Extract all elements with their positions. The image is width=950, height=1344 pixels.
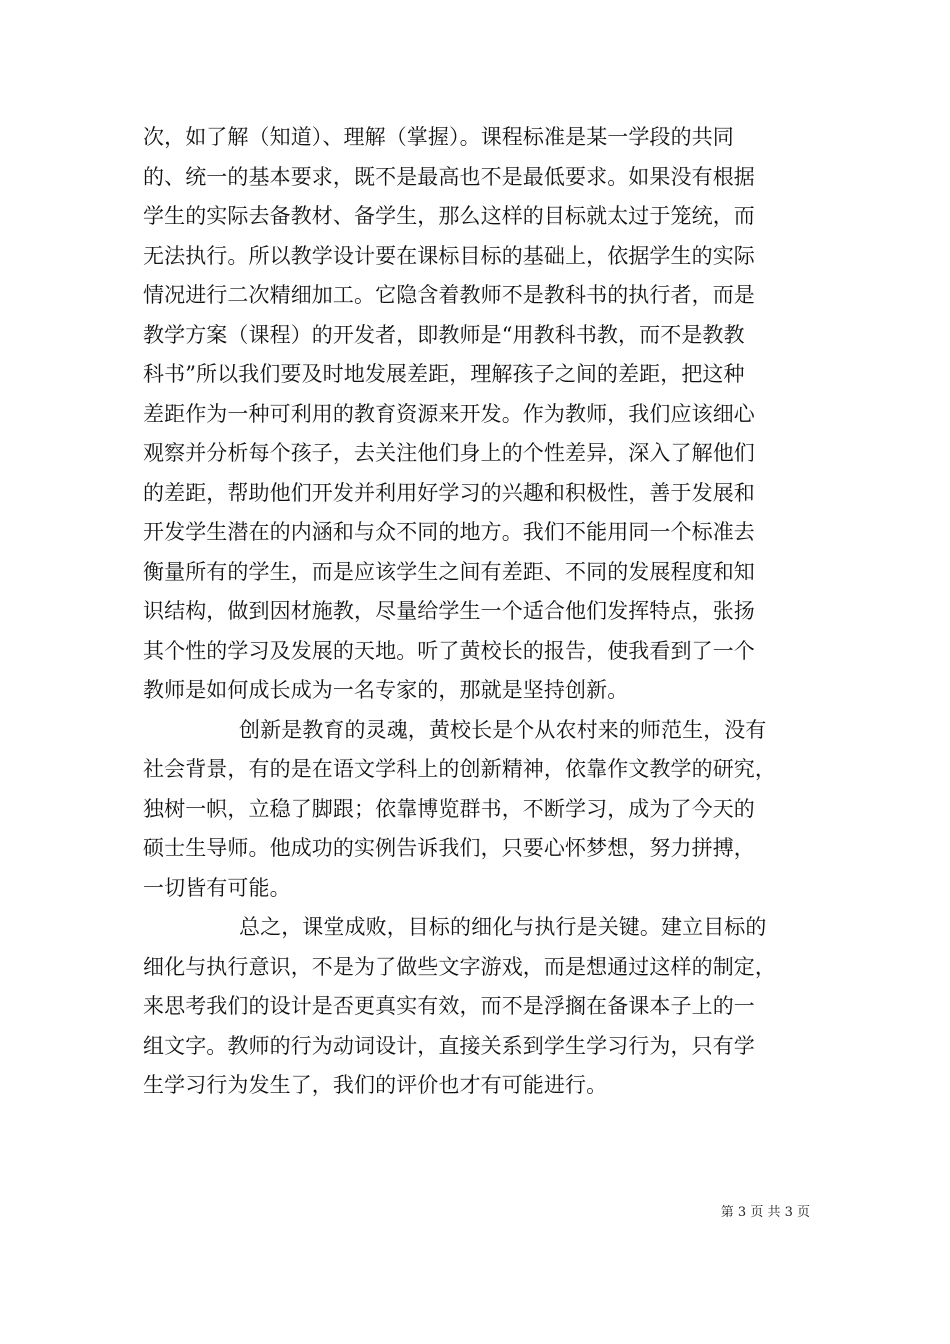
text-line: 的差距，帮助他们开发并利用好学习的兴趣和积极性，善于发展和 [143, 480, 755, 505]
text-line: 独树一帜，立稳了脚跟；依靠博览群书，不断学习，成为了今天的 [143, 796, 755, 821]
text-line: 来思考我们的设计是否更真实有效，而不是浮搁在备课本子上的一 [143, 994, 755, 1018]
text-line: 无法执行。所以教学设计要在课标目标的基础上，依据学生的实际 [143, 243, 755, 268]
paragraph [143, 908, 815, 1106]
text-line: 教师是如何成长成为一名专家的，那就是坚持创新。 [143, 678, 629, 702]
text-line: 差距作为一种可利用的教育资源来开发。作为教师，我们应该细心 [143, 401, 755, 426]
text-line: 学生的实际去备教材、备学生，那么这样的目标就太过于笼统，而 [143, 204, 755, 228]
text-line: 情况进行二次精细加工。它隐含着教师不是教科书的执行者，而是 [143, 283, 755, 307]
text-line: 总之，课堂成败，目标的细化与执行是关键。建立目标的 [239, 915, 767, 939]
text-line: 次，如了解（知道）、理解（掌握）。课程标准是某一学段的共同 [143, 125, 734, 149]
text-line: 科书”所以我们要及时地发展差距，理解孩子之间的差距，把这种 [143, 362, 745, 386]
text-line: 识结构，做到因材施教，尽量给学生一个适合他们发挥特点，张扬 [143, 599, 755, 623]
text-line: 创新是教育的灵魂，黄校长是个从农村来的师范生，没有 [239, 717, 767, 742]
text-line: 衡量所有的学生，而是应该学生之间有差距、不同的发展程度和知 [143, 559, 755, 584]
text-line: 组文字。教师的行为动词设计，直接关系到学生学习行为，只有学 [143, 1033, 755, 1058]
text-line: 的、统一的基本要求，既不是最高也不是最低要求。如果没有根据 [143, 164, 755, 189]
text-line: 社会背景，有的是在语文学科上的创新精神，依靠作文教学的研究， [143, 757, 776, 781]
page-number-footer: 第 3 页 共 3 页 [720, 1205, 810, 1220]
text-line: 硕士生导师。他成功的实例告诉我们，只要心怀梦想，努力拼搏， [143, 836, 755, 860]
paragraph [143, 118, 815, 711]
text-line: 生学习行为发生了，我们的评价也才有可能进行。 [143, 1073, 608, 1097]
body-text [143, 118, 815, 1106]
text-line: 观察并分析每个孩子，去关注他们身上的个性差异，深入了解他们 [143, 441, 755, 465]
text-line: 教学方案（课程）的开发者，即教师是“用教科书教，而不是教教 [143, 322, 745, 347]
text-line: 其个性的学习及发展的天地。听了黄校长的报告，使我看到了一个 [143, 638, 755, 663]
text-line: 一切皆有可能。 [143, 875, 291, 900]
text-line: 开发学生潜在的内涵和与众不同的地方。我们不能用同一个标准去 [143, 520, 755, 544]
paragraph [143, 711, 815, 909]
text-line: 细化与执行意识，不是为了做些文字游戏，而是想通过这样的制定， [143, 954, 776, 979]
